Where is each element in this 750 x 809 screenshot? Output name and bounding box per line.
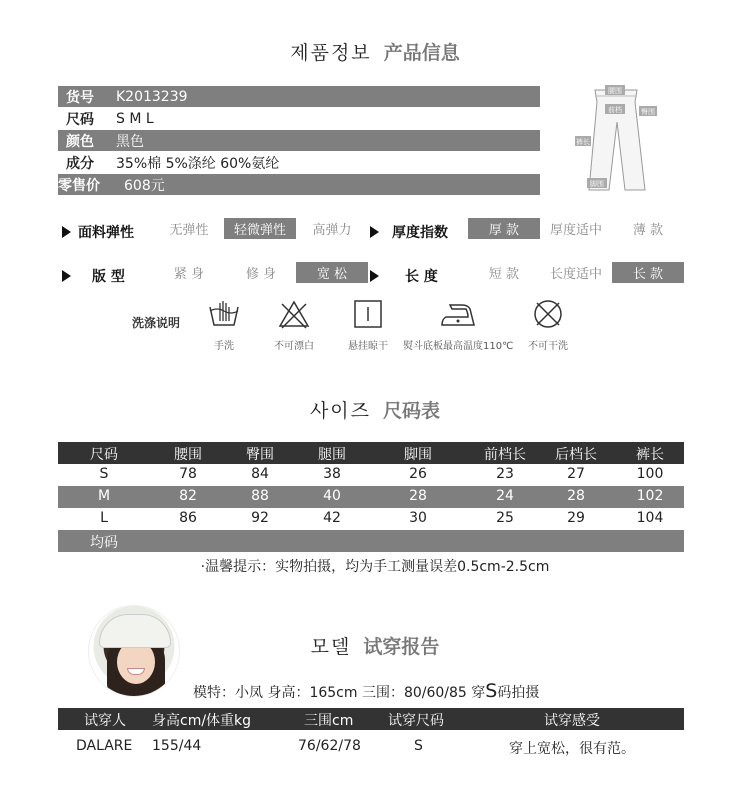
pants-diagram: [565, 82, 665, 200]
info-row-item-no: [58, 86, 540, 107]
triangle-bullet-icon: [62, 270, 71, 282]
model-info: [193, 680, 539, 702]
spec-label-fit: 版 型: [92, 269, 125, 285]
info-row-material: [58, 152, 540, 173]
header-cell: 脚围: [404, 447, 432, 463]
diagram-label-front-rise: 前档: [608, 106, 622, 114]
title-korean: 사이즈: [309, 400, 371, 422]
table-cell: 28: [409, 488, 427, 504]
table-cell: 42: [323, 510, 341, 526]
table-cell: 155/44: [152, 738, 202, 754]
table-cell: 92: [251, 510, 269, 526]
info-value: 608元: [124, 177, 165, 194]
triangle-bullet-icon: [370, 226, 379, 238]
header-cell: 三围cm: [304, 713, 354, 729]
thickness-option-thick: 厚 款: [468, 218, 540, 239]
info-row-color: [58, 130, 540, 151]
spec-label-length: 长 度: [405, 269, 438, 285]
info-key: 颜色: [66, 133, 94, 150]
care-title: 洗涤说明: [132, 316, 181, 330]
table-cell: 82: [179, 488, 197, 504]
info-row-price: [58, 174, 540, 195]
elasticity-option-none: 无弹性: [169, 223, 209, 238]
table-cell: 86: [179, 510, 197, 526]
table-row: [58, 486, 684, 508]
length-option-short: 短 款: [488, 267, 520, 282]
table-cell: 27: [567, 466, 585, 482]
title-chinese: 试穿报告: [363, 636, 440, 658]
info-key: 零售价: [58, 177, 100, 194]
care-label: 悬挂晾干: [348, 341, 388, 352]
title-chinese: 尺码表: [383, 400, 441, 422]
table-row: [58, 508, 684, 530]
length-option-long: 长 款: [612, 262, 684, 283]
header-cell: 腰围: [174, 447, 202, 463]
triangle-bullet-icon: [62, 226, 71, 238]
info-value: 35%棉 5%涤纶 60%氨纶: [116, 155, 280, 172]
table-cell: 40: [323, 488, 341, 504]
info-value: 黑色: [116, 133, 144, 150]
table-cell: M: [97, 488, 111, 504]
header-cell: 试穿感受: [544, 713, 600, 729]
table-cell: 28: [567, 488, 585, 504]
header-cell: 试穿人: [84, 713, 126, 729]
length-option-medium: 长度适中: [549, 267, 602, 282]
table-cell: 24: [496, 488, 514, 504]
diagram-label-hip: 臀围: [641, 108, 655, 116]
table-row: [58, 464, 684, 486]
title-korean: 모델: [310, 636, 352, 658]
triangle-bullet-icon: [370, 270, 379, 282]
spec-label-elasticity: 面料弹性: [78, 225, 134, 241]
care-label: 不可干洗: [528, 341, 568, 352]
care-item-no-dry-clean: [493, 298, 603, 352]
info-value: K2013239: [116, 88, 188, 105]
table-cell: 78: [179, 466, 197, 482]
care-label: 手洗: [214, 341, 234, 352]
table-cell: 102: [636, 488, 664, 504]
diagram-label-hem: 脚围: [590, 180, 604, 188]
model-info-suffix: 码拍摄: [497, 685, 540, 701]
header-cell: 裤长: [636, 447, 664, 463]
info-row-size: [58, 108, 540, 129]
fit-option-tight: 紧 身: [173, 267, 205, 282]
size-table-title: [0, 396, 750, 423]
thickness-option-thin: 薄 款: [632, 223, 664, 238]
table-row: [58, 736, 684, 758]
table-cell: DALARE: [76, 738, 133, 754]
spec-label-thickness: 厚度指数: [392, 225, 448, 241]
table-cell: 76/62/78: [298, 738, 361, 754]
table-row-one-size: [58, 530, 684, 552]
model-title: [0, 632, 750, 659]
fit-option-slim: 修 身: [245, 267, 277, 282]
product-info-title: [0, 38, 750, 65]
info-value: S M L: [116, 110, 154, 127]
table-cell: S: [99, 466, 109, 482]
table-cell: 23: [496, 466, 514, 482]
size-table-header: [58, 442, 684, 464]
table-cell: L: [100, 510, 108, 526]
info-key: 尺码: [66, 111, 94, 128]
table-cell: S: [414, 738, 423, 754]
table-cell: 29: [567, 510, 585, 526]
try-table-header: [58, 708, 684, 730]
model-size: S: [485, 680, 498, 702]
fit-option-loose: 宽 松: [296, 262, 368, 283]
care-label: 不可漂白: [274, 341, 314, 352]
header-cell: 臀围: [246, 447, 274, 463]
title-korean: 제품정보: [290, 42, 372, 64]
thickness-option-medium: 厚度适中: [549, 223, 602, 238]
table-cell: 穿上宽松，很有范。: [509, 741, 635, 757]
header-cell: 试穿尺码: [388, 713, 444, 729]
table-cell: 38: [323, 466, 341, 482]
info-key: 货号: [66, 89, 94, 106]
header-cell: 前档长: [484, 447, 526, 463]
info-key: 成分: [66, 155, 94, 172]
diagram-label-length: 裤长: [576, 138, 590, 146]
diagram-label-waist: 腰围: [608, 87, 622, 95]
elasticity-option-slight: 轻微弹性: [224, 218, 296, 239]
care-label: 熨斗底板最高温度110℃: [403, 341, 514, 352]
measurement-note: ·温馨提示：实物拍摄，均为手工测量误差0.5cm-2.5cm: [200, 559, 550, 575]
table-cell: 26: [409, 466, 427, 482]
header-cell: 身高cm/体重kg: [152, 713, 252, 729]
model-info-text: 模特：小凤 身高：165cm 三围：80/60/85 穿: [193, 685, 486, 701]
table-cell: 100: [636, 466, 664, 482]
table-cell: 88: [251, 488, 269, 504]
title-chinese: 产品信息: [383, 42, 460, 64]
table-cell: 均码: [90, 535, 118, 551]
no-dry-clean-icon: [493, 298, 603, 330]
header-cell: 尺码: [90, 447, 118, 463]
header-cell: 后档长: [555, 447, 597, 463]
table-cell: 84: [251, 466, 269, 482]
table-cell: 25: [496, 510, 514, 526]
table-cell: 30: [409, 510, 427, 526]
elasticity-option-high: 高弹力: [312, 223, 352, 238]
table-cell: 104: [636, 510, 664, 526]
header-cell: 腿围: [318, 447, 346, 463]
